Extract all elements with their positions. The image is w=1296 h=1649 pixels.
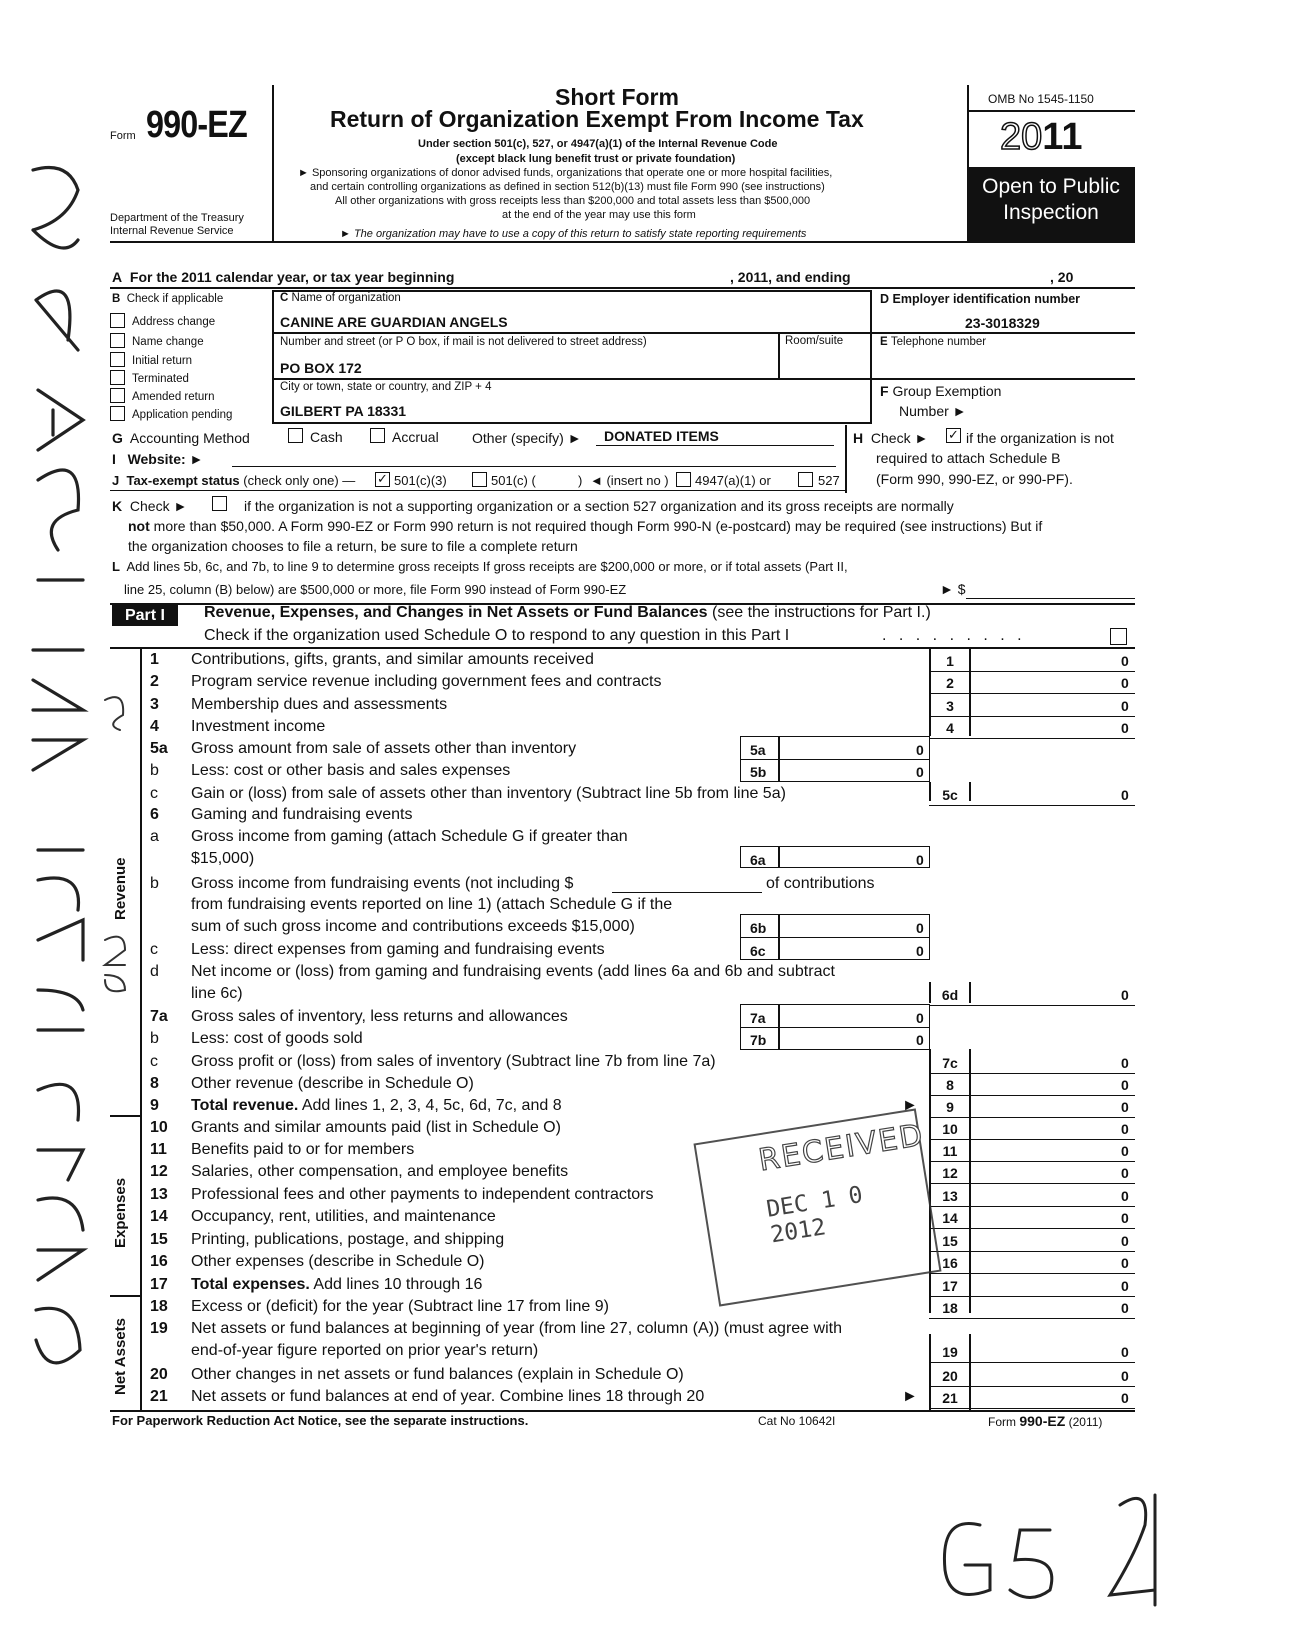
line-text: line 6c) xyxy=(191,985,243,1002)
k-line2: not more than $50,000. A Form 990-EZ or Form 990 return is not required though Form 990-N (e-postcard) may be required (see instructions) But if xyxy=(128,518,1043,534)
address-change-checkbox[interactable] xyxy=(110,313,125,328)
schedule-o-leader: . . . . . . . . . xyxy=(882,627,1026,644)
line-value[interactable]: 0 xyxy=(1121,1255,1129,1271)
schedule-o-checkbox[interactable] xyxy=(1110,628,1127,645)
line-value[interactable]: 0 xyxy=(1121,675,1129,691)
4947-label: 4947(a)(1) or xyxy=(695,473,771,488)
line-text: Printing, publications, postage, and shipping xyxy=(191,1231,505,1248)
line-number: d xyxy=(150,963,159,980)
part-i-title: Revenue, Expenses, and Changes in Net Assets or Fund Balances (see the instructions for Part I.) xyxy=(204,604,931,621)
section-b-title: B Check if applicable xyxy=(112,293,224,305)
501c-checkbox[interactable] xyxy=(472,472,487,487)
line-text: $15,000) xyxy=(191,850,255,867)
line-text: Salaries, other compensation, and employee benefits xyxy=(191,1163,569,1180)
line-text: Gross amount from sale of assets other than inventory xyxy=(191,740,577,757)
line-number: 9 xyxy=(150,1097,159,1114)
line-number: 12 xyxy=(150,1163,168,1180)
line-number: b xyxy=(150,762,159,779)
k-checkbox[interactable] xyxy=(212,496,227,511)
handwritten-vertical-date xyxy=(95,690,135,1010)
line-number: 18 xyxy=(150,1298,168,1315)
line-number: 5a xyxy=(150,740,168,757)
line-box-label: 17 xyxy=(942,1278,958,1294)
527-checkbox[interactable] xyxy=(798,472,813,487)
k-line3: the organization chooses to file a return, be sure to file a complete return xyxy=(128,538,578,554)
line-value[interactable]: 0 xyxy=(1121,1300,1129,1316)
ein-title: D Employer identification number xyxy=(880,292,1081,306)
except-note: (except black lung benefit trust or private foundation) xyxy=(456,153,736,165)
l-line2: line 25, column (B) below) are $500,000 or more, file Form 990 instead of Form 990-EZ xyxy=(124,582,627,597)
line-text-after: of contributions xyxy=(766,875,875,892)
line-value[interactable]: 0 xyxy=(1121,1055,1129,1071)
received-stamp: RECEIVED DEC 1 0 2012 xyxy=(693,1108,941,1306)
side-label-revenue: Revenue xyxy=(112,857,129,920)
accrual-label: Accrual xyxy=(392,429,439,445)
sponsor-line3: All other organizations with gross receipts less than $200,000 and total assets less than $500,000 xyxy=(335,195,811,207)
main-title: Return of Organization Exempt From Income Tax xyxy=(330,106,864,132)
line-text: sum of such gross income and contributions exceeds $15,000) xyxy=(191,918,635,935)
footer-form: Form 990-EZ (2011) xyxy=(988,1413,1103,1429)
line-number: c xyxy=(150,1053,158,1070)
group-exemption-line1: F Group Exemption xyxy=(880,383,1002,399)
copy-note: ► The organization may have to use a copy of this return to satisfy state reporting requirements xyxy=(340,228,807,240)
line-value[interactable]: 0 xyxy=(1121,1143,1129,1159)
line-text: Benefits paid to or for members xyxy=(191,1141,415,1158)
line-number: 13 xyxy=(150,1186,168,1203)
subline-value[interactable]: 0 xyxy=(916,920,924,936)
org-name-value[interactable]: CANINE ARE GUARDIAN ANGELS xyxy=(280,314,508,330)
line-text: Investment income xyxy=(191,718,326,735)
line-number: 20 xyxy=(150,1366,168,1383)
telephone-title: E Telephone number xyxy=(880,336,987,348)
line-value[interactable]: 0 xyxy=(1121,720,1129,736)
initial-return-label: Initial return xyxy=(132,355,193,367)
line-box-label: 11 xyxy=(942,1143,958,1159)
line-number: 14 xyxy=(150,1208,168,1225)
street-value[interactable]: PO BOX 172 xyxy=(280,360,362,376)
room-suite-label: Room/suite xyxy=(785,335,844,347)
line-number: 4 xyxy=(150,718,159,735)
line-box-label: 18 xyxy=(942,1300,958,1316)
subline-value[interactable]: 0 xyxy=(916,1032,924,1048)
line-number: 1 xyxy=(150,651,159,668)
line-box-label: 19 xyxy=(942,1344,958,1360)
line-text: Net assets or fund balances at end of year. Combine lines 18 through 20 xyxy=(191,1388,705,1405)
section-a-20: , 20 xyxy=(1050,269,1074,285)
city-value[interactable]: GILBERT PA 18331 xyxy=(280,403,407,419)
line-box-label: 7c xyxy=(942,1055,958,1071)
line-value[interactable]: 0 xyxy=(1121,698,1129,714)
line-value[interactable]: 0 xyxy=(1121,1077,1129,1093)
h-text1: if the organization is not xyxy=(966,430,1114,446)
line-value[interactable]: 0 xyxy=(1121,1099,1129,1115)
line-number: 16 xyxy=(150,1253,168,1270)
line-box-label: 5c xyxy=(942,787,958,803)
line-value[interactable]: 0 xyxy=(1121,1368,1129,1384)
line-value[interactable]: 0 xyxy=(1121,1278,1129,1294)
501c3-checkbox[interactable]: ✓ xyxy=(375,472,390,487)
under-section: Under section 501(c), 527, or 4947(a)(1) of the Internal Revenue Code xyxy=(418,138,778,150)
omb-number: OMB No 1545-1150 xyxy=(988,92,1094,106)
line-text: from fundraising events reported on line 1) (attach Schedule G if the xyxy=(191,896,673,913)
terminated-checkbox[interactable] xyxy=(110,370,125,385)
l-line1: L Add lines 5b, 6c, and 7b, to line 9 to determine gross receipts If gross receipts are $200,000 or more, or if total assets (Part II, xyxy=(112,559,848,574)
cash-checkbox[interactable] xyxy=(288,428,303,443)
paperwork-notice: For Paperwork Reduction Act Notice, see the separate instructions. xyxy=(112,1413,529,1428)
cat-number: Cat No 10642I xyxy=(758,1414,836,1428)
line-number: c xyxy=(150,785,158,802)
org-name-label: C Name of organization xyxy=(280,292,401,304)
line-box-label: 14 xyxy=(942,1210,958,1226)
line-value[interactable]: 0 xyxy=(1121,1188,1129,1204)
initial-return-checkbox[interactable] xyxy=(110,352,125,367)
sponsor-line2: and certain controlling organizations as defined in section 512(b)(13) must file Form 990 (see instructions) xyxy=(310,181,825,193)
k-check: K Check ► xyxy=(112,498,188,514)
line-number: 11 xyxy=(150,1141,167,1158)
line-value[interactable]: 0 xyxy=(1121,1390,1129,1406)
line-number: 17 xyxy=(150,1276,168,1293)
side-label-expenses: Expenses xyxy=(112,1177,129,1248)
line-text: Gross income from fundraising events (not including $ xyxy=(191,875,574,892)
line-number: 10 xyxy=(150,1119,168,1136)
accounting-method-title: G Accounting Method xyxy=(112,430,250,446)
handwritten-margin-annotation xyxy=(8,150,98,1410)
line-box-label: 20 xyxy=(942,1368,958,1384)
line-box-label: 4 xyxy=(946,720,954,736)
line-text: Less: cost of goods sold xyxy=(191,1030,363,1047)
subline-box-label: 6a xyxy=(750,852,766,868)
line-text: Excess or (deficit) for the year (Subtract line 17 from line 9) xyxy=(191,1298,609,1315)
subline-box-label: 7a xyxy=(750,1010,766,1026)
line-value[interactable]: 0 xyxy=(1121,1121,1129,1137)
line-text: end-of-year figure reported on prior year's return) xyxy=(191,1342,539,1359)
part-i-badge: Part I xyxy=(112,605,178,626)
subline-box-label: 7b xyxy=(750,1032,767,1048)
line-text: Less: direct expenses from gaming and fundraising events xyxy=(191,941,605,958)
line-box-label: 2 xyxy=(946,675,954,691)
name-change-checkbox[interactable] xyxy=(110,333,125,348)
side-label-net-assets: Net Assets xyxy=(112,1318,129,1395)
application-pending-label: Application pending xyxy=(132,409,233,421)
line-text: Program service revenue including government fees and contracts xyxy=(191,673,662,690)
subline-value[interactable]: 0 xyxy=(916,764,924,780)
line-number: 19 xyxy=(150,1320,168,1337)
line-text: Occupancy, rent, utilities, and maintenance xyxy=(191,1208,496,1225)
line-text: Grants and similar amounts paid (list in Schedule O) xyxy=(191,1119,561,1136)
line-number: 6 xyxy=(150,806,159,823)
subline-value[interactable]: 0 xyxy=(916,1010,924,1026)
line-number: 15 xyxy=(150,1231,168,1248)
h-check-label: H Check ► xyxy=(853,430,929,446)
section-a: A For the 2011 calendar year, or tax year beginning xyxy=(112,269,455,285)
line-number: c xyxy=(150,941,158,958)
line-text: Contributions, gifts, grants, and similar amounts received xyxy=(191,651,594,668)
line-box-label: 3 xyxy=(946,698,954,714)
line-text: Membership dues and assessments xyxy=(191,696,448,713)
h-checkbox[interactable]: ✓ xyxy=(946,428,961,443)
subline-box-label: 6b xyxy=(750,920,767,936)
line-text: Gaming and fundraising events xyxy=(191,806,413,823)
city-label: City or town, state or country, and ZIP + 4 xyxy=(280,381,492,393)
line-value[interactable]: 0 xyxy=(1121,987,1129,1003)
tax-year: 2011 xyxy=(1000,116,1083,158)
line-box-label: 10 xyxy=(942,1121,958,1137)
h-text2: required to attach Schedule B xyxy=(876,450,1061,466)
h-text3: (Form 990, 990-EZ, or 990-PF). xyxy=(876,471,1073,487)
501c-close: ) xyxy=(578,473,583,488)
line-number: a xyxy=(150,828,159,845)
line-box-label: 8 xyxy=(946,1077,954,1093)
line-text: Gross income from gaming (attach Schedule G if greater than xyxy=(191,828,628,845)
website-label: I Website: ► xyxy=(112,451,204,467)
line-text: Total expenses. Add lines 10 through 16 xyxy=(191,1276,483,1293)
subline-box-label: 6c xyxy=(750,943,766,959)
l-dollar: ► $ xyxy=(940,581,966,597)
line-text: Other revenue (describe in Schedule O) xyxy=(191,1075,474,1092)
line-text: Net assets or fund balances at beginning of year (from line 27, column (A)) (must agree with xyxy=(191,1320,842,1337)
section-a-ending: , 2011, and ending xyxy=(730,269,851,285)
form-word: Form xyxy=(110,130,136,142)
name-change-label: Name change xyxy=(132,336,204,348)
subline-box-label: 5a xyxy=(750,742,766,758)
4947-checkbox[interactable] xyxy=(676,472,691,487)
open-to-public-box: Open to Public Inspection xyxy=(967,167,1135,243)
line-number: 3 xyxy=(150,696,159,713)
line-box-label: 6d xyxy=(941,987,959,1003)
501c3-label: 501(c)(3) xyxy=(394,473,447,488)
527-label: 527 xyxy=(818,473,840,488)
line-number: b xyxy=(150,875,159,892)
terminated-label: Terminated xyxy=(132,373,189,385)
subline-value[interactable]: 0 xyxy=(916,742,924,758)
line-box-label: 9 xyxy=(946,1099,954,1115)
line-box-label: 21 xyxy=(942,1390,958,1406)
arrow-icon: ► xyxy=(902,1097,918,1114)
handwritten-bottom-right xyxy=(920,1475,1160,1615)
line-value[interactable]: 0 xyxy=(1121,653,1129,669)
subbox-6a xyxy=(740,846,930,868)
line-text: Other expenses (describe in Schedule O) xyxy=(191,1253,485,1270)
line-text: Gross sales of inventory, less returns and allowances xyxy=(191,1008,568,1025)
line-number: 7a xyxy=(150,1008,168,1025)
line-number: b xyxy=(150,1030,159,1047)
line-number: 21 xyxy=(150,1388,168,1405)
line-text: Gain or (loss) from sale of assets other than inventory (Subtract line 5b from line 5a) xyxy=(191,785,786,802)
line-text: Less: cost or other basis and sales expenses xyxy=(191,762,511,779)
amended-return-label: Amended return xyxy=(132,391,215,403)
line-text: Professional fees and other payments to independent contractors xyxy=(191,1186,654,1203)
sponsor-line1: ► Sponsoring organizations of donor advised funds, organizations that operate one or more hospital facilities, xyxy=(298,167,833,179)
ein-value[interactable]: 23-3018329 xyxy=(965,315,1040,331)
dept-treasury: Department of the Treasury xyxy=(110,212,244,224)
line-value[interactable]: 0 xyxy=(1121,787,1129,803)
application-pending-checkbox[interactable] xyxy=(110,406,125,421)
schedule-o-text: Check if the organization used Schedule O to respond to any question in this Part I xyxy=(204,627,790,644)
arrow-icon: ► xyxy=(902,1388,918,1405)
line-box-label: 15 xyxy=(942,1233,958,1249)
subline-value[interactable]: 0 xyxy=(916,852,924,868)
amended-return-checkbox[interactable] xyxy=(110,388,125,403)
other-specify-value[interactable]: DONATED ITEMS xyxy=(604,428,719,444)
insert-no-label: ◄ (insert no ) xyxy=(590,473,669,488)
address-change-label: Address change xyxy=(132,316,216,328)
line-number: 8 xyxy=(150,1075,159,1092)
line-box-label: 12 xyxy=(942,1165,958,1181)
line-value[interactable]: 0 xyxy=(1121,1210,1129,1226)
line-value[interactable]: 0 xyxy=(1121,1165,1129,1181)
form-number: 990-EZ xyxy=(146,104,247,146)
irs: Internal Revenue Service xyxy=(110,225,234,237)
cash-label: Cash xyxy=(310,429,343,445)
line-box-label: 1 xyxy=(946,653,954,669)
line-box-label: 16 xyxy=(942,1255,958,1271)
sponsor-line4: at the end of the year may use this form xyxy=(502,209,696,221)
501c-label: 501(c) ( xyxy=(491,473,536,488)
line-number: 2 xyxy=(150,673,159,690)
accrual-checkbox[interactable] xyxy=(370,428,385,443)
group-exemption-line2: Number ► xyxy=(899,403,967,419)
short-form-title: Short Form xyxy=(555,84,679,110)
line-value[interactable]: 0 xyxy=(1121,1344,1129,1360)
other-specify-label: Other (specify) ► xyxy=(472,430,582,446)
subline-value[interactable]: 0 xyxy=(916,943,924,959)
line-text: Total revenue. Add lines 1, 2, 3, 4, 5c, 6d, 7c, and 8 xyxy=(191,1097,562,1114)
line-text: Net income or (loss) from gaming and fundraising events (add lines 6a and 6b and subtract xyxy=(191,963,835,980)
line-value[interactable]: 0 xyxy=(1121,1233,1129,1249)
street-label: Number and street (or P O box, if mail is not delivered to street address) xyxy=(280,336,647,348)
subline-box-label: 5b xyxy=(750,764,767,780)
k-line1: if the organization is not a supporting organization or a section 527 organization and its gross receipts are normally xyxy=(244,498,954,514)
line-text: Gross profit or (loss) from sales of inventory (Subtract line 7b from line 7a) xyxy=(191,1053,716,1070)
line-box-label: 13 xyxy=(942,1188,958,1204)
tax-exempt-title: J Tax-exempt status (check only one) — xyxy=(112,473,356,488)
line-text: Other changes in net assets or fund balances (explain in Schedule O) xyxy=(191,1366,684,1383)
